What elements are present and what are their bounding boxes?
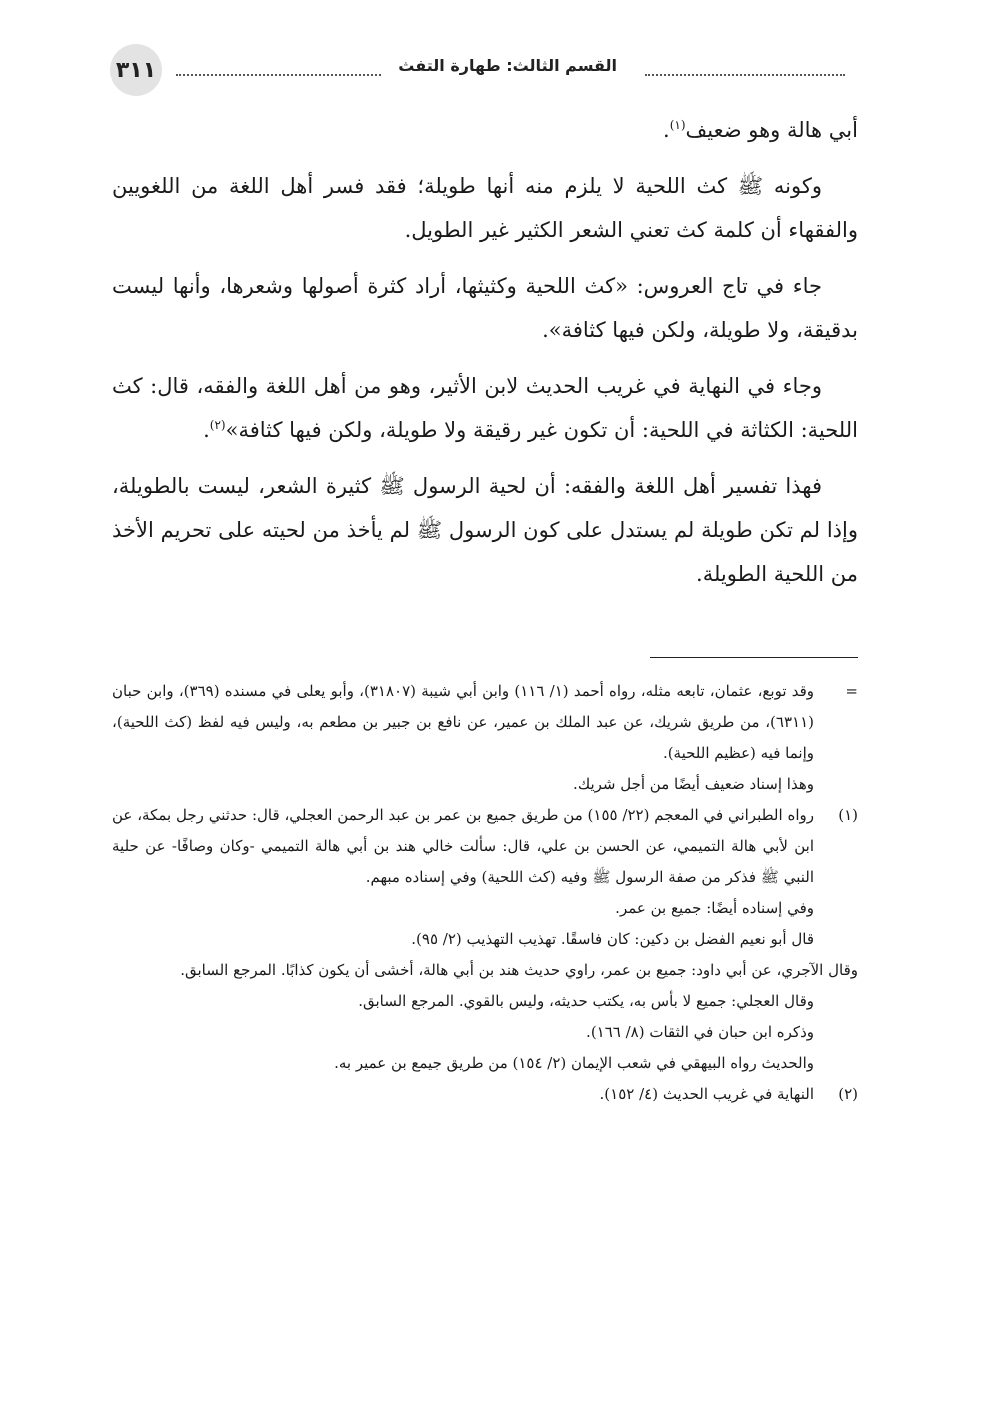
running-header — [110, 40, 845, 100]
paragraph-1: أبي هالة وهو ضعيف$^{(١)}$. — [663, 118, 858, 142]
main-text — [112, 108, 858, 608]
footnote-line: وقد توبع، عثمان، تابعه مثله، رواه أحمد (١/ ١١٦) وابن أبي شيبة (٣١٨٠٧)، وأبو يعلى في مسنده (٣٦٩)، وابن حبان (٦٣١١)، من طريق شريك، عن عبد الملك بن عمير، عن نافع بن جبير بن مطعم به، وليس فيه لفظ (كث اللحية)، وإنما فيه (عظيم اللحية). — [112, 682, 815, 762]
header-title: القسم الثالث: طهارة التفث — [390, 56, 625, 75]
footnote-2-mark: (٢) — [838, 1085, 858, 1103]
footnote-line: وهذا إسناد ضعيف أيضًا من أجل شريك. — [573, 775, 814, 793]
footnote-line: وفي إسناده أيضًا: جميع بن عمر. — [615, 899, 814, 917]
continuation-mark: = — [845, 682, 858, 700]
paragraph-2: وكونه ﷺ كث اللحية لا يلزم منه أنها طويلة؛ فقد فسر أهل اللغة من اللغويين والفقهاء أن كلمة كث تعني الشعر الكثير غير الطويل. — [112, 174, 858, 242]
paragraph-5: فهذا تفسير أهل اللغة والفقه: أن لحية الرسول ﷺ كثيرة الشعر، ليست بالطويلة، وإذا لم تكن طويلة لم يستدل على كون الرسول ﷺ لم يأخذ من لحيته على تحريم الأخذ من اللحية الطويلة. — [112, 474, 858, 586]
footnote-line: النهاية في غريب الحديث (٤/ ١٥٢). — [599, 1085, 814, 1103]
footnote-separator — [650, 657, 858, 658]
footnote-1 — [112, 800, 858, 1079]
header-dotted-rule-left — [176, 60, 381, 76]
header-dotted-rule-right — [645, 60, 845, 76]
page-number: ٣١١ — [110, 44, 162, 96]
paragraph-4: وجاء في النهاية في غريب الحديث لابن الأثير، وهو من أهل اللغة والفقه، قال: كث اللحية: الكثاثة في اللحية: أن تكون غير رقيقة ولا طويلة، ولكن فيها كثافة»$^{(٢)}$. — [112, 374, 858, 442]
footnote-line: وقال العجلي: جميع لا بأس به، يكتب حديثه، وليس بالقوي. المرجع السابق. — [358, 992, 814, 1010]
footnote-2 — [112, 1079, 858, 1110]
footnote-line: وقال الآجري، عن أبي داود: جميع بن عمر، راوي حديث هند بن أبي هالة، أخشى أن يكون كذابًا. المرجع السابق. — [180, 961, 858, 979]
footnotes — [112, 676, 858, 1110]
footnote-ref-1[interactable]: (١) — [669, 118, 686, 132]
paragraph-3: جاء في تاج العروس: «كث اللحية وكثيثها، أراد كثرة أصولها وشعرها، وأنها ليست بدقيقة، ولا طويلة، ولكن فيها كثافة». — [112, 274, 858, 342]
footnote-line: وذكره ابن حبان في الثقات (٨/ ١٦٦). — [586, 1023, 814, 1041]
footnote-1-mark: (١) — [838, 806, 858, 824]
footnote-ref-2[interactable]: (٢) — [209, 418, 226, 432]
footnote-line: قال أبو نعيم الفضل بن دكين: كان فاسقًا. تهذيب التهذيب (٢/ ٩٥). — [411, 930, 814, 948]
footnote-continuation — [112, 676, 858, 800]
footnote-line: رواه الطبراني في المعجم (٢٢/ ١٥٥) من طريق جميع بن عمر بن عبد الرحمن العجلي، قال: حدثني رجل بمكة، عن ابن لأبي هالة التميمي، عن الحسن بن علي، قال: سألت خالي هند بن أبي هالة التميمي -وكان وصافًا- عن حلية النبي ﷺ فذكر من صفة الرسول ﷺ وفيه (كث اللحية) وفي إسناده مبهم. — [112, 806, 814, 886]
footnote-line: والحديث رواه البيهقي في شعب الإيمان (٢/ ١٥٤) من طريق جيمع بن عمير به. — [334, 1054, 814, 1072]
